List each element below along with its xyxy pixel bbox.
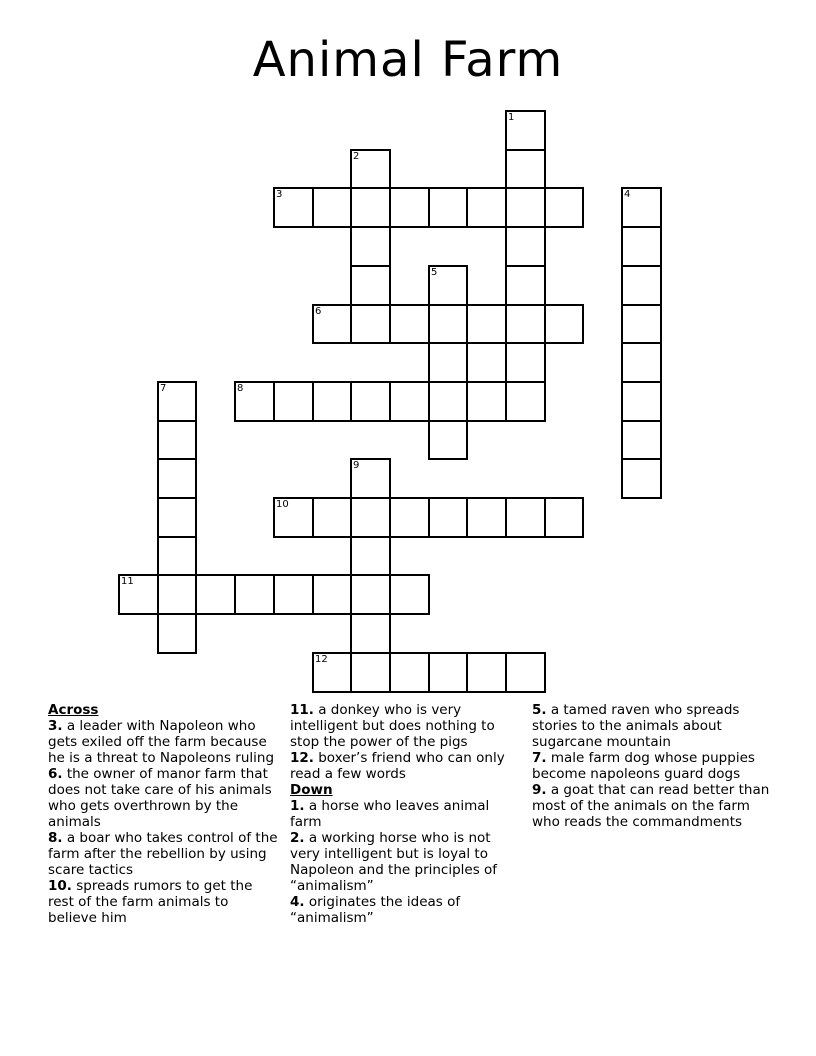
grid-cell[interactable] (312, 304, 352, 344)
clue-down-5 (532, 702, 772, 750)
grid-cell[interactable] (544, 187, 584, 228)
grid-cell[interactable] (428, 187, 468, 228)
clue-number-label: 5 (431, 267, 438, 278)
grid-cell[interactable] (350, 149, 391, 189)
grid-cell[interactable] (505, 497, 546, 538)
clue-number: 3. (48, 718, 63, 734)
grid-cell[interactable] (350, 381, 391, 422)
grid-cell[interactable] (428, 265, 468, 306)
grid-cell[interactable] (273, 381, 314, 422)
grid-cell[interactable] (350, 304, 391, 344)
clue-number-label: 1 (508, 112, 515, 123)
grid-cell[interactable] (350, 652, 391, 693)
grid-cell[interactable] (428, 381, 468, 422)
clue-number: 12. (290, 750, 314, 766)
grid-cell[interactable] (157, 497, 197, 538)
clue-text: a working horse who is not very intelligent but is loyal to Napoleon and the principles of “animalism” (290, 830, 498, 894)
grid-cell[interactable] (157, 536, 197, 576)
clue-number: 10. (48, 878, 72, 894)
clue-down-4 (290, 894, 522, 926)
grid-cell[interactable] (505, 110, 546, 151)
grid-cell[interactable] (466, 187, 507, 228)
clues-column-2 (290, 702, 522, 926)
grid-cell[interactable] (621, 304, 662, 344)
grid-cell[interactable] (350, 265, 391, 306)
grid-cell[interactable] (118, 574, 159, 615)
clue-number: 11. (290, 702, 314, 718)
grid-cell[interactable] (389, 652, 430, 693)
across-heading: Across (48, 702, 99, 718)
grid-cell[interactable] (157, 420, 197, 460)
grid-cell[interactable] (505, 149, 546, 189)
grid-cell[interactable] (505, 187, 546, 228)
clue-down-2 (290, 830, 522, 894)
clues-column-3 (532, 702, 772, 830)
grid-cell[interactable] (428, 420, 468, 460)
grid-cell[interactable] (234, 574, 275, 615)
clue-text: originates the ideas of “animalism” (290, 894, 461, 926)
clue-down-9 (532, 782, 772, 830)
grid-cell[interactable] (389, 187, 430, 228)
grid-cell[interactable] (621, 458, 662, 499)
clue-number: 6. (48, 766, 63, 782)
grid-cell[interactable] (621, 420, 662, 460)
grid-cell[interactable] (389, 574, 430, 615)
down-heading: Down (290, 782, 333, 798)
clue-across-12 (290, 750, 522, 782)
grid-cell[interactable] (505, 652, 546, 693)
clue-number-label: 12 (315, 654, 328, 665)
grid-cell[interactable] (466, 652, 507, 693)
grid-cell[interactable] (273, 187, 314, 228)
clue-across-11 (290, 702, 522, 750)
clue-down-7 (532, 750, 772, 782)
grid-cell[interactable] (621, 187, 662, 228)
grid-cell[interactable] (505, 226, 546, 267)
grid-cell[interactable] (312, 381, 352, 422)
grid-cell[interactable] (157, 574, 197, 615)
grid-cell[interactable] (428, 304, 468, 344)
grid-cell[interactable] (428, 652, 468, 693)
clue-across-8 (48, 830, 280, 878)
clue-number-label: 6 (315, 306, 322, 317)
clue-text: a goat that can read better than most of the animals on the farm who reads the commandments (532, 782, 770, 830)
clue-number-label: 11 (121, 576, 134, 587)
grid-cell[interactable] (621, 381, 662, 422)
grid-cell[interactable] (389, 304, 430, 344)
grid-cell[interactable] (505, 381, 546, 422)
grid-cell[interactable] (621, 265, 662, 306)
clue-down-1 (290, 798, 522, 830)
clue-number-label: 9 (353, 460, 360, 471)
clue-number: 9. (532, 782, 547, 798)
clue-number-label: 8 (237, 383, 244, 394)
grid-cell[interactable] (234, 381, 275, 422)
clue-number: 2. (290, 830, 305, 846)
grid-cell[interactable] (505, 304, 546, 344)
grid-cell[interactable] (157, 381, 197, 422)
grid-cell[interactable] (157, 613, 197, 654)
grid-cell[interactable] (389, 381, 430, 422)
clue-number-label: 3 (276, 189, 283, 200)
clue-number-label: 4 (624, 189, 631, 200)
grid-cell[interactable] (428, 342, 468, 383)
grid-cell[interactable] (195, 574, 236, 615)
grid-cell[interactable] (505, 265, 546, 306)
grid-cell[interactable] (350, 458, 391, 499)
grid-cell[interactable] (466, 304, 507, 344)
grid-cell[interactable] (312, 652, 352, 693)
grid-cell[interactable] (273, 497, 314, 538)
grid-cell[interactable] (350, 574, 391, 615)
clue-text: spreads rumors to get the rest of the farm animals to believe him (48, 878, 253, 926)
grid-cell[interactable] (350, 226, 391, 267)
clue-number-label: 10 (276, 499, 289, 510)
grid-cell[interactable] (312, 497, 352, 538)
grid-cell[interactable] (350, 497, 391, 538)
clue-number: 5. (532, 702, 547, 718)
clue-number: 4. (290, 894, 305, 910)
clue-text: the owner of manor farm that does not take care of his animals who gets overthrown by the animals (48, 766, 272, 830)
clue-across-3 (48, 718, 280, 766)
grid-cell[interactable] (505, 342, 546, 383)
clue-number: 7. (532, 750, 547, 766)
grid-cell[interactable] (157, 458, 197, 499)
clue-across-6 (48, 766, 280, 830)
grid-cell[interactable] (466, 381, 507, 422)
grid-cell[interactable] (389, 497, 430, 538)
grid-cell[interactable] (544, 304, 584, 344)
clue-number: 1. (290, 798, 305, 814)
clue-number-label: 7 (160, 383, 167, 394)
grid-cell[interactable] (544, 497, 584, 538)
clue-text: a donkey who is very intelligent but does nothing to stop the power of the pigs (290, 702, 495, 750)
clue-across-10 (48, 878, 280, 926)
clue-number: 8. (48, 830, 63, 846)
clue-number-label: 2 (353, 151, 360, 162)
clue-text: boxer’s friend who can only read a few words (290, 750, 505, 782)
grid-cell[interactable] (621, 226, 662, 267)
clue-text: male farm dog whose puppies become napoleons guard dogs (532, 750, 755, 782)
grid-cell[interactable] (350, 187, 391, 228)
clue-text: a tamed raven who spreads stories to the animals about sugarcane mountain (532, 702, 740, 750)
puzzle-title: Animal Farm (252, 32, 564, 88)
grid-cell[interactable] (350, 613, 391, 654)
clue-text: a boar who takes control of the farm after the rebellion by using scare tactics (48, 830, 278, 878)
grid-cell[interactable] (312, 574, 352, 615)
grid-cell[interactable] (428, 497, 468, 538)
grid-cell[interactable] (312, 187, 352, 228)
clue-text: a horse who leaves animal farm (290, 798, 490, 830)
grid-cell[interactable] (350, 536, 391, 576)
clue-text: a leader with Napoleon who gets exiled off the farm because he is a threat to Napoleons ruling (48, 718, 275, 766)
clues-column-1 (48, 702, 280, 926)
grid-cell[interactable] (621, 342, 662, 383)
grid-cell[interactable] (466, 497, 507, 538)
grid-cell[interactable] (273, 574, 314, 615)
